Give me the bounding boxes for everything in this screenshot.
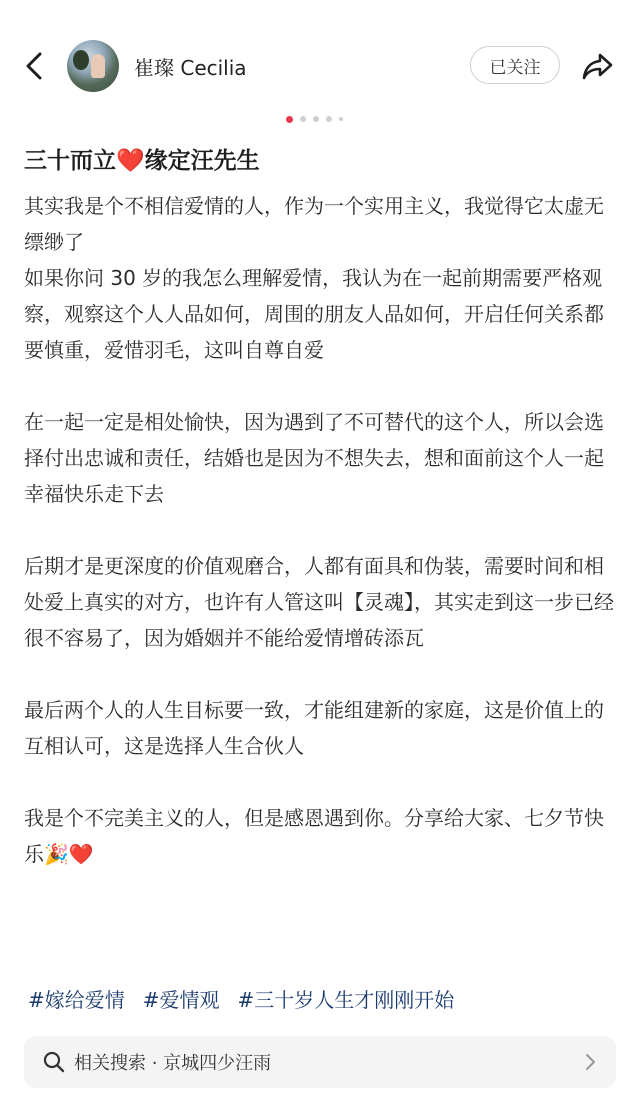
title-suffix: 缘定汪先生 (144, 148, 260, 174)
hashtag-link[interactable]: #嫁给爱情 (28, 988, 125, 1012)
post-title (24, 142, 260, 175)
avatar-person (91, 54, 105, 78)
avatar-tree (73, 50, 89, 70)
hashtag-list (28, 984, 454, 1013)
avatar[interactable] (67, 40, 119, 92)
paragraph: 在一起一定是相处愉快，因为遇到了不可替代的这个人，所以会选择付出忠诚和责任，结婚也是因为不想失去，想和面前这个人一起幸福快乐走下去 (24, 410, 604, 506)
paragraph: 我是个不完美主义的人，但是感恩遇到你。分享给大家、七夕节快乐🎉❤️ (24, 806, 604, 866)
carousel-dot (326, 116, 332, 122)
share-icon[interactable] (580, 48, 616, 84)
paragraph: 其实我是个不相信爱情的人，作为一个实用主义，我觉得它太虚无缥缈了 (24, 194, 604, 254)
post-body (24, 188, 620, 872)
paragraph: 后期才是更深度的价值观磨合，人都有面具和伪装，需要时间和相处爱上真实的对方，也许有人管这叫【灵魂】，其实走到这一步已经很不容易了，因为婚姻并不能给爱情增砖添瓦 (24, 554, 614, 650)
back-arrow-icon[interactable] (20, 46, 52, 86)
top-bar (0, 0, 640, 130)
carousel-indicator (286, 114, 343, 124)
carousel-dot-active (286, 116, 293, 123)
heart-emoji-icon: ❤️ (116, 148, 145, 174)
hashtag-link[interactable]: #爱情观 (142, 988, 220, 1012)
title-prefix: 三十而立 (24, 148, 116, 174)
carousel-dot (339, 117, 343, 121)
related-search-label: 相关搜索 · 京城四少汪雨 (74, 1053, 272, 1074)
paragraph: 如果你问 30 岁的我怎么理解爱情，我认为在一起前期需要严格观察，观察这个人人品如何，周围的朋友人品如何，开启任何关系都要慎重，爱惜羽毛，这叫自尊自爱 (24, 266, 604, 362)
follow-button[interactable]: 已关注 (470, 46, 560, 84)
paragraph: 最后两个人的人生目标要一致，才能组建新的家庭，这是价值上的互相认可，这是选择人生合伙人 (24, 698, 604, 758)
search-icon (42, 1050, 66, 1074)
username[interactable]: 崔璨 Cecilia (134, 56, 247, 80)
carousel-dot (313, 116, 319, 122)
chevron-right-icon (584, 1052, 596, 1072)
related-search-bar[interactable] (24, 1036, 616, 1088)
hashtag-link[interactable]: #三十岁人生才刚刚开始 (237, 988, 455, 1012)
carousel-dot (300, 116, 306, 122)
